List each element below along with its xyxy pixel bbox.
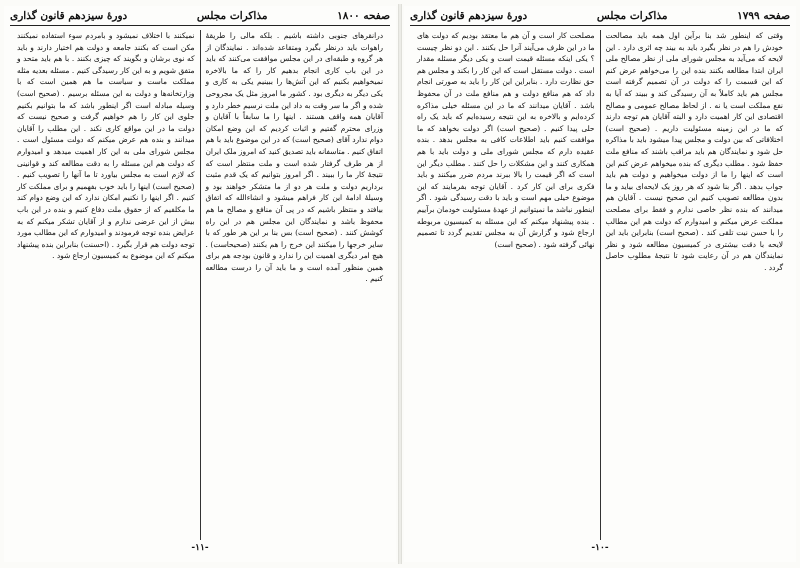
right-page [404, 6, 796, 562]
right-center-title: مذاکرات مجلس [596, 10, 668, 22]
left-page [4, 6, 396, 562]
right-page-column-right [601, 30, 789, 540]
left-column-divider [200, 30, 201, 540]
left-page-column-right [201, 30, 389, 540]
right-page-number: -۱۰- [591, 543, 609, 553]
right-page-header [410, 8, 790, 24]
book-gutter [398, 4, 402, 564]
right-header-rule [410, 25, 790, 26]
left-page-columns [12, 30, 388, 540]
right-page-column-right-text: وقتی که اینطور شد بنا برآین اول همه باید مصالحت خودش را هم در نظر بگیرد باید به بیند چه اثری دارد . این لایحه که می‌آید به مجلس شورای ملی از نظر مصالح ملی ایران ابتدا مطالعه بکنند بنده این را می‌خواهم عرض کنم که این قسمت را که دولت در آن تصمیم گرفته است مجلس هم باید کاملاً به آن رسیدگی کند و ببیند که آیا به نفع مملکت است یا نه . از لحاظ مصالح عمومی و مصالح اقتصادی این کار اهمیت دارد و البته آقایان هم توجه دارند که ما در این زمینه مسئولیت داریم . (صحیح است) اختلافاتی که بین دولت و مجلس پیدا میشود باید با مذاکره حل شود و نمایندگان هم باید مراقب باشند که منافع ملت حفظ شود . مطلب دیگری که بنده میخواهم عرض کنم این است که اینها را ما از دولت میخواهیم و دولت هم باید جواب بدهد . اگر بنا شود که هر روز یک لایحه‌ای بیاید و ما بدون مطالعه تصویب کنیم این صحیح نیست . آقایان هم میدانند که بنده نظر خاصی ندارم و فقط برای مصلحت مملکت عرض میکنم و امیدوارم که دولت هم این مطالب را با حسن نیت تلقی کند . (صحیح است) بنابراین باید این لایحه با دقت بیشتری در کمیسیون مطالعه شود و نظر نمایندگان هم در آن رعایت شود تا نتیجهٔ مطلوب حاصل گردد . [605, 31, 783, 272]
left-session-title: دورهٔ سیزدهم قانون گذاری [10, 10, 128, 22]
left-page-column-left [12, 30, 200, 540]
left-header-rule [10, 25, 390, 26]
left-page-column-left-text: نمیکنند با اختلاف نمیشود و بامردم سوء استفاده نمیکنند مکن است که بکنند جامعه و دولت هم اختیار دارند و باید که نوی برشان و بگویند که چیزی بکنند . با هم باید متحد و متفق شویم و به این کار رسیدگی کنیم . مسئله بعدیه مثله مملکت ماست و سیاست ما هم همین است که با وزارتخانه‌ها و دولت به این مسئله برسیم . (صحیح است) وسیله مبادله است اگر اینطور باشد که ما بتوانیم بکنیم جلوی این کار را هم خواهیم گرفت و صحیح نیست که دولت ما در این مواقع کاری نکند . این مطلب را آقایان میدانند و بنده هم عرض میکنم که دولت مسئول است . مجلس شورای ملی به این کار اهمیت میدهد و امیدوارم که دولت هم این مسئله را به دقت مطالعه کند و قوانینی که لازم است به مجلس بیاورد تا ما آنها را تصویب کنیم . (صحیح است) اینها را باید خوب بفهمیم و برای مملکت کار کنیم . اگر اینها را نکنیم امکان ندارد که این وضع دوام کند ما مکلفیم که از حقوق ملت دفاع کنیم و بنده در این باب بیش از این عرضی ندارم و از آقایان تشکر میکنم که به عرایض بنده توجه فرمودند و امیدوارم که این مطالب مورد توجه دولت هم قرار بگیرد . (احسنت) بنابراین بنده پیشنهاد میکنم که این موضوع به کمیسیون ارجاع شود . [17, 31, 195, 261]
right-page-columns [412, 30, 788, 540]
right-page-column-left [412, 30, 600, 540]
left-page-column-right-text: درانقرهای جنوبی داشته باشیم . بلکه مالی را طریقهٔ راهوات باید درنظر بگیرد ومتقاعد شده‌اند . نمایندگان از هر گروه و طبقه‌ای در این مجلس موافقت می‌کنند که باید در این باب کاری انجام بدهیم کار را که ما بالاخره نمیخواهیم بکنیم که این آتش‌ها را ببینیم یکی به کاری و یکی دیگر به دیگری بود . کشور ما امروز مثل یک مجروحی شده و اگر ما سر وقت به داد این ملت نرسیم خطر دارد و آقایان همه واقف هستند . اینها را ما سابقاً با آقایان و وزرای محترم گفتیم و اثبات کردیم که این وضع امکان دوام ندارد آقای (صحیح است) که در این موضوع باید با هم اتفاق کنیم . متاسفانه باید تصدیق کنید که امروز ملک ایران از هر طرف گرفتار شده است و ملت منتظر است که نتیجهٔ کار ما را ببیند . اگر امروز بتوانیم که یک قدم مثبت برداریم دولت و ملت هر دو از ما متشکر خواهند بود و وسیلهٔ ادامهٔ این کار فراهم میشود و انشاءالله که اتفاق بیافتد و منتظر باشیم که در پی آن منافع و مصالح ما هم محفوظ باشد و نمایندگان این مجلس هم در این راه کوشش کنند . (صحیح است) بس بنا بر این هر طور که با سایر خرجها را میکنند این خرج را هم بکنند (صحیحاست) . هیچ امر دیگری اهمیت این را ندارد و قانون بودجه هم برای همین منظور آمده است و ما باید آن را درست مطالعه کنیم . [205, 31, 383, 284]
right-column-divider [600, 30, 601, 540]
right-page-label: صفحه ۱۷۹۹ [737, 10, 790, 22]
left-page-number: -۱۱- [191, 543, 209, 553]
left-center-title: مذاکرات مجلس [196, 10, 268, 22]
right-session-title: دورهٔ سیزدهم قانون گذاری [410, 10, 528, 22]
right-page-column-left-text: مصلحت کار است و آن هم ما معتقد بودیم که دولت های ما در این ظرف می‌آیند آنرا حل بکنند . این دو نظر چیست ؟ یکی اینکه مسئله قیمت است و یکی دیگر مسئله مقدار است . دولت مستقل است که این کار را بکند و مجلس هم حق نظارت دارد . بنابراین این کار را باید به صورتی انجام داد که هم منافع دولت و هم منافع ملت در آن محفوظ باشد . آقایان میدانند که ما در این مسئله خیلی مذاکره کرده‌ایم و بالاخره به این نتیجه رسیده‌ایم که باید یک راه حلی پیدا کنیم . (صحیح است) اگر دولت بخواهد که ما موافقت کنیم باید اطلاعات کافی به مجلس بدهد . بنده عقیده دارم که مجلس شورای ملی و دولت باید با هم همکاری کنند و این مشکلات را حل کنند . مطلب دیگر این است که اگر قیمت را بالا ببرند مردم ضرر میکنند و باید فکری برای این کار کرد . آقایان توجه بفرمایند که این موضوع خیلی مهم است و باید با دقت رسیدگی شود . اگر اینطور نباشد ما نمیتوانیم از عهدهٔ مسئولیت خودمان برآییم . بنده پیشنهاد میکنم که این مسئله به کمیسیون مربوطه ارجاع شود و گزارش آن به مجلس تقدیم گردد تا تصمیم نهائی گرفته شود . (صحیح است) [416, 31, 595, 249]
left-page-label: صفحه ۱۸۰۰ [337, 10, 390, 22]
left-page-header [10, 8, 390, 24]
